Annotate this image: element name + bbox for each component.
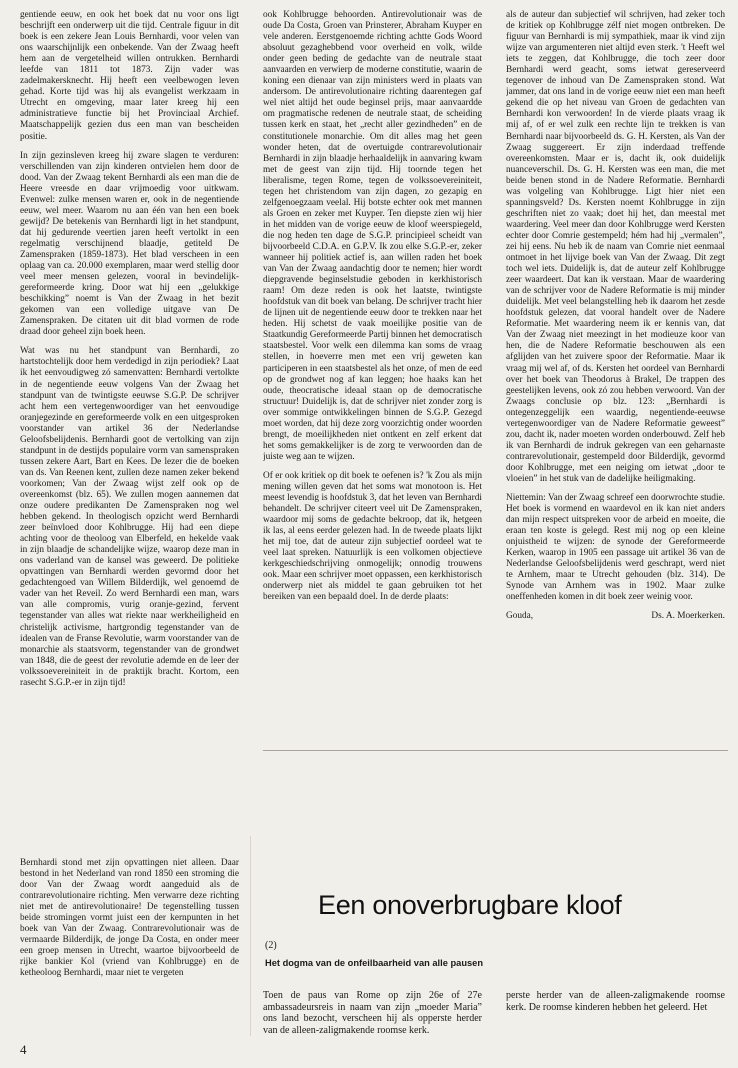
column-divider — [250, 836, 251, 1036]
signature — [506, 611, 725, 622]
article-intro-right: perste herder van de alleen-zaligmakende roomse kerk. De roomse kinderen hebben het geleerd. Het — [506, 990, 725, 1013]
column-3 — [506, 10, 725, 738]
article-intro-left: Toen de paus van Rome op zijn 26e of 27e ambassadeursreis in naam van zijn „moeder Maria” ons land bezocht, verscheen hij als opperste herder van de alleen-zaligmakende roomse kerk. — [263, 990, 482, 1036]
page-number: 4 — [20, 1042, 27, 1057]
article-headline: Een onoverbrugbare kloof — [318, 890, 622, 920]
signature-name: Ds. A. Moerkerken. — [651, 611, 725, 622]
paragraph: Niettemin: Van der Zwaag schreef een doorwrochte studie. Het boek is vormend en waardevol en ik kan niet anders dan mijn respect uitspreken voor de arbeid en moeite, die eraan ten koste is gelegd. Rest mij nog op een kleine onjuistheid te wijzen: de synode der Gereformeerde Kerken, waarop in 1905 een passage uit artikel 36 van de Nederlandse Geloofsbelijdenis werd geschrapt, werd niet te Arnhem, maar te Utrecht gehouden (blz. 314). De Synode van Arnhem was in 1902. Maar zulke oneffenheden komen in dit boek zeer weinig voor. — [506, 493, 725, 603]
section-divider — [263, 750, 728, 751]
signature-place: Gouda, — [506, 611, 534, 622]
column-1-lower — [20, 858, 239, 1038]
paragraph: gentiende eeuw, en ook het boek dat nu voor ons ligt beschrijft een onderwerp uit die tijd. Centrale figuur in dit boek is een zekere Jean Louis Bernhardi, voor velen van ons waarschijnlijk een onbekende. Van der Zwaag heeft hem aan de vergetelheid willen ontrukken. Bernhardi leefde van 1811 tot 1873. Zijn vader was zadelmakersknecht. Hij heeft een veelbewogen leven gehad. Korte tijd was hij als evangelist werkzaam in Utrecht en omgeving, maar later kreeg hij een administratieve functie bij het Provinciaal Archief. Maatschappelijk gezien dus een man van bescheiden positie. — [20, 10, 239, 142]
paragraph: ook Kohlbrugge behoorden. Antirevolutionair was de oude Da Costa, Groen van Prinsterer, Abraham Kuyper en vele anderen. Eerstgenoemde richting achtte Gods Woord absoluut gezaghebbend voor overheid en volk, wilde onder geen beding de gedachte van de neutrale staat aanvaarden en verwierp de moderne constitutie, waarin de koning een dienaar van zijn ministers werd in plaats van andersom. De antirevolutionaire richting daarentegen gaf wel niet altijd het oude beginsel prijs, maar aanvaardde om pragmatische redenen de neutrale staat, de scheiding tussen kerk en staat, het „recht aller gezindheden” en de constitutionele monarchie. Om dit alles mag het geen wonder heten, dat de overtuigde contrarevolutionair Bernhardi in zijn blaadje herhaaldelijk in aanvaring kwam met de geest van zijn tijd. Hij toornde tegen het liberalisme, tegen Rome, tegen de volkssoevereiniteit, tegen het christendom van zijn dagen, zo gezapig en zelfgenoegzaam veelal. Hij botste echter ook met mannen als Groen en zeker met Kuyper. Ten diepste zien wij hier in het midden van de vorige eeuw de kloof weerspiegeld, die nog heden ten dage de S.G.P. principieel scheidt van bijvoorbeeld C.D.A. en G.P.V. Ik zou elke S.G.P.-er, zeker wanneer hij politiek actief is, aan willen raden het boek van Van der Zwaag aandachtig door te nemen; hier wordt diepgravende beginselstudie geboden in kerkhistorisch raam! Om deze reden is ook het laatste, twintigste hoofdstuk van dit boek van belang. De schrijver tracht hier de lijnen uit de negentiende eeuw door te trekken naar het heden. Hij schetst de vaak moeilijke positie van de Staatkundig Gereformeerde Partij binnen het democratisch staatsbestel. Voor welk een dilemma kan soms de vraag stellen, in hoeverre men met een vrij geweten kan participeren in een staatsbestel als het onze, of men de eed op de grondwet nog af kan leggen; hoe haaks kan het oude, theocratische ideaal staan op de democratische structuur! Duidelijk is, dat de schrijver niet zonder zorg is over sommige ontwikkelingen binnen de S.G.P. Gezegd moet worden, dat hij deze zorg voorzichtig onder woorden brengt, de moeilijkheden niet ontkent en zelf erkent dat het soms gemakkelijker is de zorg te verwoorden dan de juiste weg aan te wijzen. — [263, 10, 482, 462]
paragraph: Wat was nu het standpunt van Bernhardi, zo hartstochtelijk door hem verdedigd in zijn periodiek? Laat ik het eenvoudigweg zó samenvatten: Bernhardi vertolkte in de negentiende eeuw volgens Van der Zwaag het standpunt van de twintigste eeuwse S.G.P. De schrijver acht hem een vertegenwoordiger van het eenvoudige oranjegezinde en gereformeerde volk en een uitgesproken voorstander van artikel 36 der Nederlandse Geloofsbelijdenis. Bernhardi goot de vertolking van zijn standpunt in de destijds populaire vorm van samenspraken tussen zekere Aart, Bart en Kees. De lezer die de boeken van ds. Van Reenen kent, zullen deze namen zeker bekend voorkomen; Van der Zwaag wijst zelf ook op de overeenkomst (blz. 65). We zullen mogen aannemen dat onze oudere predikanten De Zamenspraken nog wel hebben gekend. In theologisch opzicht werd Bernhardi zeer beïnvloed door Kohlbrugge. Hij had een diepe achting voor de theoloog van Elberfeld, en hekelde vaak in zijn blaadje de schandelijke wijze, waarop deze man in ons vaderland van de kansel was geweerd. De politieke opvattingen van Bernhardi werden gevormd door het gedachtengoed van Willem Bilderdijk, wel genoemd de vader van het Reveil. Zo werd Bernhardi een man, wars van alle compromis, vurig oranje-gezind, fervent tegenstander van alles wat riekte naar werkheiligheid en christelijk activisme, hartgrondig tegenstander van de idealen van de Franse Revolutie, warm voorstander van de monarchie als staatsvorm, tegenstander van de grondwet van 1848, die de geest der revolutie ademde en de leer der volkssoevereiniteit in de praktijk bracht. Kortom, een rasecht S.G.P.-er in zijn tijd! — [20, 346, 239, 688]
article-subhead: Het dogma van de onfeilbaarheid van alle pausen — [265, 958, 484, 968]
paragraph: In zijn gezinsleven kreeg hij zware slagen te verduren: verschillenden van zijn kinderen ontvielen hem door de dood. Van der Zwaag tekent Bernhardi als een man die de Heere vreesde en daar vrijmoedig voor uitkwam. Evenwel: zulke mensen waren er, ook in de negentiende eeuw, wel meer. Waarom nu aan één van hen een boek gewijd? De betekenis van Bernhardi ligt in het standpunt, dat hij gedurende veertien jaren heeft vertolkt in een regelmatig verschijnend blaadje, getiteld De Zamenspraken (1859-1873). Het blad verscheen in een oplaag van ca. 20.000 exemplaren, maar werd stellig door veel meer mensen gelezen, vooral in bevindelijk-gereformeerde kring. Door wat hij een „gelukkige beschikking” noemt is Van der Zwaag in het bezit gekomen van een volledige uitgave van De Zamenspraken. De citaten uit dit blad vormen de rode draad door geheel zijn boek heen. — [20, 150, 239, 338]
paragraph: Of er ook kritiek op dit boek te oefenen is? 'k Zou als mijn mening willen geven dat het soms wat monotoon is. Het meest levendig is hoofdstuk 3, dat het leven van Bernhardi behandelt. De schrijver citeert veel uit De Zamenspraken, waardoor mij soms de gedachte bekroop, dat ik, hetgeen ik las, al eens eerder gelezen had. In de tweede plaats lijkt het mij toe, dat de auteur zijn subjectief oordeel wat te veel laat spreken. Natuurlijk is een volkomen objectieve kerkgeschiedschrijving onmogelijk; onnodig trouwens ook. Maar een schrijver moet oppassen, een kerkhistorisch onderwerp niet als middel te gaan gebruiken tot het bereiken van een bepaald doel. In de derde plaats: — [263, 470, 482, 603]
column-2 — [263, 10, 482, 738]
article-part-number: (2) — [265, 940, 277, 951]
column-1 — [20, 10, 239, 828]
paragraph: als de auteur dan subjectief wil schrijven, had zeker toch de kritiek op Kohlbrugge zélf niet mogen ontbreken. De figuur van Bernhardi is mij sympathiek, maar ik vind zijn wijze van argumenteren niet altijd even sterk. 't Heeft wel iets te zeggen, dat Kohlbrugge, die toch zeer door Bernhardi werd geacht, soms ietwat gereserveerd tegenover de inhoud van De Zamenspraken stond. Wat jammer, dat ons land in de vorige eeuw niet een man heeft gekend die op het niveau van Groen de gedachten van Bernhardi kon verwoorden! In de vierde plaats vraag ik mij af, of er wel zulk een rechte lijn te trekken is van Bernhardi naar bijvoorbeeld ds. G. H. Kersten, als Van der Zwaag suggereert. Er zijn inderdaad treffende overeenkomsten. Maar er is, dacht ik, ook duidelijk nuanceverschil. Ds. G. H. Kersten was een man, die met beide benen stond in de Nadere Reformatie. Bernhardi was volgeling van Kohlbrugge. Ligt hier niet een spanningsveld? Ds. Kersten noemt Kohlbrugge in zijn geschriften niet zo vaak; doet hij het, dan meestal met waardering. Veel meer dan door Kohlbrugge werd Kersten echter door Comrie gestempeld; hém had hij „vermalen”, zei hij eens. Nu heb ik de naam van Comrie niet eenmaal ontmoet in het lijvige boek van Van der Zwaag. Dit zegt toch wel iets. Duidelijk is, dat de auteur zelf Kohlbrugge zeer waardeert. Dat kan ik verstaan. Maar de waardering van de schrijver voor de Nadere Reformatie is mij minder duidelijk. Met veel belangstelling heb ik daarom het zesde hoofdstuk gelezen, dat vooral handelt over de Nadere Reformatie. Met waardering neem ik er kennis van, dat Van der Zwaag niet meezingt in het modieuze koor van hen, die de Nadere Reformatie beschouwen als een afglijden van het zuivere spoor der Reformatie. Maar ik vraag mij wel af, of ds. Kersten het oordeel van Bernhardi over het boek van Theodorus à Brakel, De trappen des geestelijken levens, ook zó zou hebben verwoord. Van der Zwaags conclusie op blz. 123: „Bernhardi is ontegenzeggelijk een waardig, negentiende-eeuwse vertegenwoordiger van de Nadere Reformatie geweest” zou, dacht ik, nader moeten worden onderbouwd. Zelf heb ik van Bernhardi de indruk gekregen van een geharnaste contrarevolutionair, gestempeld door Bilderdijk, gevormd door Kohlbrugge, met een neiging om ietwat „door te vloeien” in het stuk van de dadelijke heiligmaking. — [506, 10, 725, 484]
paragraph: Bernhardi stond met zijn opvattingen niet alleen. Daar bestond in het Nederland van rond 1850 een stroming die door Van der Zwaag wordt aangeduid als de contrarevolutionaire richting. Men verwarre deze richting niet met de antirevolutionaire! De tegenstelling tussen beide stromingen vormt juist een der kernpunten in het boek van Van der Zwaag. Contrarevolutionair was de vermaarde Bilderdijk, de jonge Da Costa, en onder meer een groep mensen in Utrecht, waartoe bijvoorbeeld de rijke bankier Kol (vriend van Kohlbrugge) en de ketheoloog Bernhardi, maar niet te vergeten — [20, 858, 239, 979]
